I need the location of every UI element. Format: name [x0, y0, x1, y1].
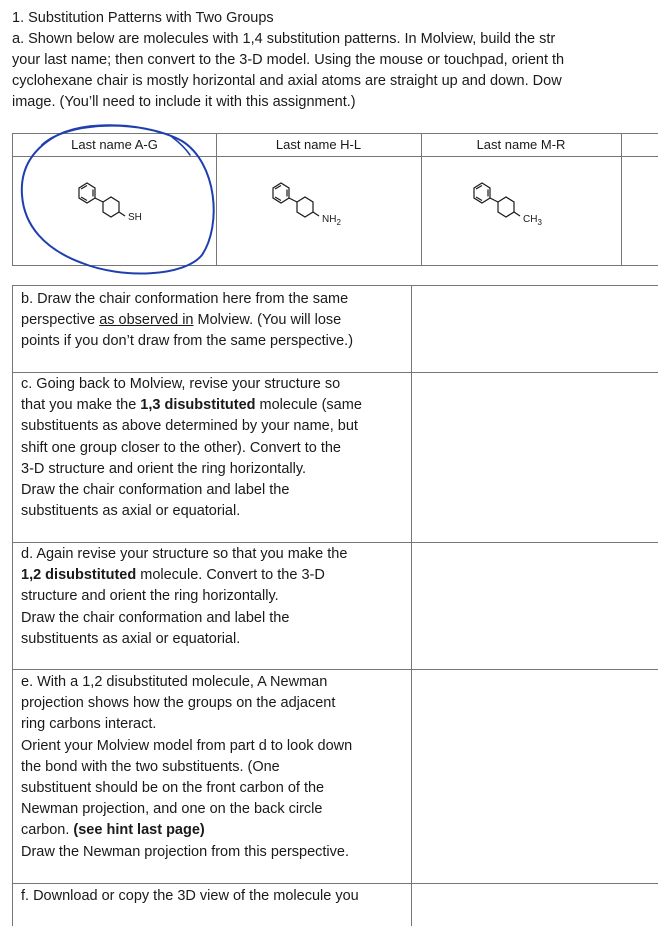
intro-line: cyclohexane chair is mostly horizontal and axial atoms are straight up and down. Dow [12, 73, 562, 89]
question-text: e. With a 1,2 disubstituted molecule, A Newman [21, 674, 328, 690]
molecule-methyl [460, 164, 550, 229]
intro-line: 1. Substitution Patterns with Two Groups [12, 10, 274, 26]
question-c [21, 374, 406, 522]
header-last-name-a-g: Last name A-G [71, 137, 158, 152]
question-text: c. Going back to Molview, revise your structure so [21, 376, 341, 392]
question-text: 3-D structure and orient the ring horizontally. [21, 460, 307, 477]
question-b [21, 289, 406, 353]
question-text: perspective as observed in Molview. (You will lose [21, 312, 342, 329]
questions-table [12, 285, 658, 926]
table-rule [421, 134, 422, 265]
molecule-amine [259, 164, 349, 229]
intro-line: your last name; then convert to the 3-D model. Using the mouse or touchpad, orient th [12, 52, 565, 68]
table-rule [13, 372, 658, 373]
question-text: carbon. (see hint last page) [21, 822, 205, 839]
header-last-name-m-r: Last name M-R [476, 137, 566, 152]
question-text: b. Draw the chair conformation here from the same [21, 291, 349, 307]
question-text: ring carbons interact. [21, 716, 157, 733]
question-text: substituents as axial or equatorial. [21, 503, 241, 520]
question-text: Draw the Newman projection from this perspective. [21, 843, 349, 860]
question-text: that you make the 1,3 disubstituted molecule (same [21, 397, 362, 414]
question-text: substituents as axial or equatorial. [21, 630, 241, 647]
table-rule [411, 286, 412, 926]
intro-line: a. Shown below are molecules with 1,4 substitution patterns. In Molview, build the str [12, 31, 556, 47]
substituent-label: $CH_3$ [523, 214, 542, 227]
instructions-intro [12, 8, 652, 113]
question-text: Newman projection, and one on the back circle [21, 801, 323, 818]
intro-line: image. (You’ll need to include it with this assignment.) [12, 94, 356, 110]
question-text: substituents as above determined by your name, but [21, 418, 358, 435]
question-text: d. Again revise your structure so that you make the [21, 546, 348, 562]
question-text: Orient your Molview model from part d to look down [21, 737, 353, 754]
table-rule [621, 134, 622, 265]
table-rule [13, 542, 658, 543]
question-text: Draw the chair conformation and label the [21, 482, 290, 499]
header-last-name-h-l: Last name H-L [275, 137, 362, 152]
substituent-subscript: 2 [336, 218, 341, 227]
handwritten-circle-annotation [12, 115, 232, 285]
table-rule [13, 883, 658, 884]
question-text: projection shows how the groups on the adjacent [21, 695, 336, 712]
question-e [21, 672, 406, 863]
substituent-label: SH [128, 212, 142, 223]
question-text: 1,2 disubstituted molecule. Convert to the 3-D [21, 567, 325, 584]
question-f [21, 886, 406, 907]
question-text: points if you don’t draw from the same perspective.) [21, 333, 354, 350]
question-text: substituent should be on the front carbon of the [21, 780, 325, 797]
question-d [21, 544, 406, 650]
question-text: the bond with the two substituents. (One [21, 758, 280, 775]
substituent-subscript: 3 [537, 218, 542, 227]
question-text: shift one group closer to the other). Convert to the [21, 439, 341, 456]
question-text: Draw the chair conformation and label the [21, 609, 290, 626]
question-text: f. Download or copy the 3D view of the molecule you [21, 888, 359, 904]
table-rule [13, 669, 658, 670]
question-text: structure and orient the ring horizontally. [21, 588, 279, 605]
substituent-label: $NH_2$ [322, 214, 341, 227]
